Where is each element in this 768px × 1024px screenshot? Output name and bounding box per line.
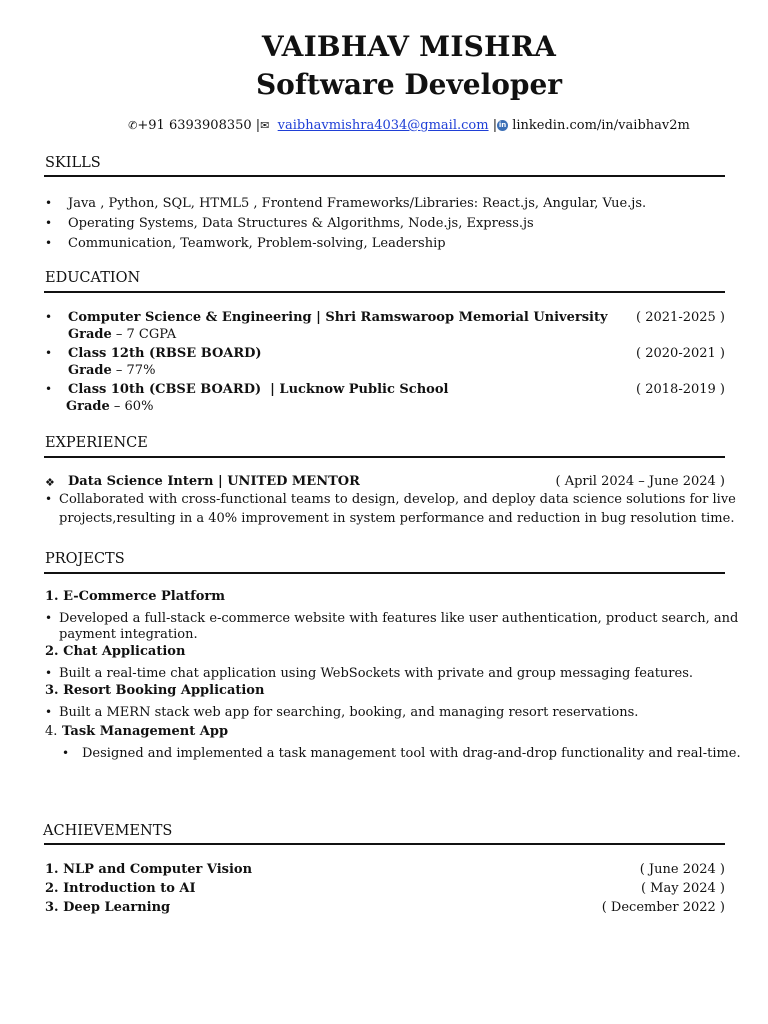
grade-value: – 7 CGPA — [115, 327, 177, 342]
education-title: Class 10th (CBSE BOARD) | Lucknow Public School — [68, 382, 449, 397]
project-number: 4. — [45, 724, 58, 739]
section-divider — [44, 456, 725, 458]
bullet: • — [45, 611, 53, 625]
skill-item: Communication, Teamwork, Problem-solving, Leadership — [68, 236, 446, 251]
grade-value: – 60% — [113, 399, 154, 414]
project-description: Built a MERN stack web app for searching, booking, and managing resort reservations. — [59, 705, 639, 720]
education-grade — [66, 399, 153, 414]
skill-item: Java , Python, SQL, HTML5 , Frontend Frameworks/Libraries: React.js, Angular, Vue.js. — [68, 196, 647, 211]
education-title: Class 12th (RBSE BOARD) — [68, 346, 262, 361]
job-title: Software Developer — [255, 68, 563, 101]
contact-line: ✆+91 6393908350 |✉ vaibhavmishra4034@gmail.com | in linkedin.com/in/vaibhav2m — [128, 118, 690, 133]
bullet: • — [45, 382, 53, 396]
bullet: • — [45, 310, 53, 324]
achievement-title: 3. Deep Learning — [45, 900, 171, 915]
education-date: ( 2021-2025 ) — [636, 310, 725, 325]
experience-role: Data Science Intern | UNITED MENTOR — [68, 474, 360, 489]
education-title: Computer Science & Engineering | Shri Ramswaroop Memorial University — [68, 310, 608, 325]
experience-date: ( April 2024 – June 2024 ) — [555, 474, 725, 489]
achievement-date: ( December 2022 ) — [601, 900, 725, 915]
education-date: ( 2018-2019 ) — [636, 382, 725, 397]
phone-icon: ✆ — [128, 119, 138, 132]
education-grade — [68, 363, 155, 378]
project-description: payment integration. — [59, 627, 198, 642]
education-grade — [68, 327, 176, 342]
project-description: Designed and implemented a task management tool with drag-and-drop functionality and real-time. — [82, 746, 741, 761]
section-divider — [44, 843, 725, 845]
envelope-icon: ✉ — [260, 119, 270, 132]
section-divider — [44, 175, 725, 177]
bullet: • — [45, 196, 53, 210]
grade-label: Grade — [66, 399, 110, 414]
project-description: Built a real-time chat application using WebSockets with private and group messaging features. — [59, 666, 693, 681]
bullet: • — [62, 746, 70, 760]
project-title: 3. Resort Booking Application — [45, 683, 265, 698]
bullet: • — [45, 666, 53, 680]
section-divider — [44, 572, 725, 574]
grade-label: Grade — [68, 327, 112, 342]
bullet: • — [45, 216, 53, 230]
project-description: Developed a full-stack e-commerce website with features like user authentication, product search, and — [59, 611, 739, 626]
candidate-name: VAIBHAV MISHRA — [261, 30, 557, 63]
project-title: 1. E-Commerce Platform — [45, 589, 226, 604]
diamond-bullet-icon: ❖ — [45, 476, 55, 489]
achievement-date: ( June 2024 ) — [639, 862, 725, 877]
linkedin-link[interactable]: linkedin.com/in/vaibhav2m — [512, 118, 690, 133]
education-date: ( 2020-2021 ) — [636, 346, 725, 361]
section-title-experience: EXPERIENCE — [45, 435, 148, 451]
skill-item: Operating Systems, Data Structures & Algorithms, Node.js, Express.js — [68, 216, 534, 231]
experience-description: projects,resulting in a 40% improvement in system performance and reduction in bug resolution time. — [59, 511, 735, 526]
bullet: • — [45, 236, 53, 250]
grade-value: – 77% — [115, 363, 156, 378]
grade-label: Grade — [68, 363, 112, 378]
bullet: • — [45, 346, 53, 360]
achievement-title: 2. Introduction to AI — [45, 881, 196, 896]
section-title-projects: PROJECTS — [45, 551, 125, 567]
phone-number: +91 6393908350 — [137, 118, 252, 133]
email-link[interactable]: vaibhavmishra4034@gmail.com — [277, 118, 489, 133]
project-title: Task Management App — [62, 724, 229, 739]
section-title-skills: SKILLS — [45, 155, 101, 171]
section-title-achievements: ACHIEVEMENTS — [43, 823, 173, 839]
achievement-date: ( May 2024 ) — [640, 881, 725, 896]
section-title-education: EDUCATION — [45, 270, 141, 286]
linkedin-icon: in — [498, 121, 507, 129]
achievement-title: 1. NLP and Computer Vision — [45, 862, 253, 877]
project-title: 2. Chat Application — [45, 644, 186, 659]
bullet: • — [45, 492, 53, 506]
section-divider — [44, 291, 725, 293]
experience-description: Collaborated with cross-functional teams to design, develop, and deploy data science solutions for live — [59, 492, 736, 507]
bullet: • — [45, 705, 53, 719]
